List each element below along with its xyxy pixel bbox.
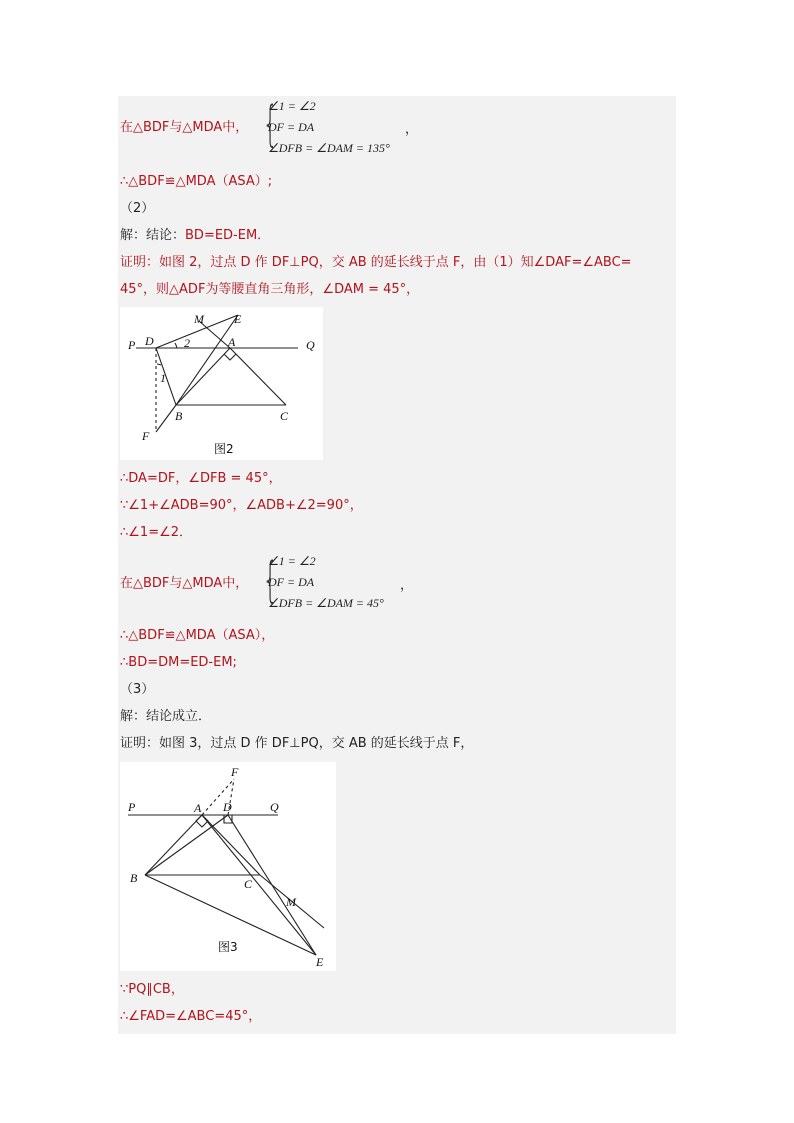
figure-3	[120, 762, 336, 971]
fig3-label-D: D	[223, 800, 232, 814]
equation-system-2: ∠1 = ∠2 DF = DA ∠DFB = ∠DAM = 45°	[268, 554, 384, 610]
fig2-label-M: M	[194, 312, 204, 326]
fig2-label-B: B	[175, 409, 183, 423]
text-line-17: ∴∠FAD=∠ABC=45°，	[120, 1009, 262, 1024]
fig2-label-P: P	[128, 338, 136, 352]
fig3-label-Q: Q	[270, 800, 279, 814]
text-line-4: 解：结论：BD=ED-EM．	[120, 228, 271, 243]
fig2-label-A: A	[228, 335, 236, 349]
equation-system-1: ∠1 = ∠2 DF = DA ∠DFB = ∠DAM = 135°	[268, 99, 390, 155]
fig3-label-A: A	[194, 801, 202, 815]
figure-3-diagram	[120, 762, 336, 971]
system-1-tail: ，	[405, 122, 419, 137]
text-line-2: ∴△BDF≌△MDA（ASA）;	[120, 174, 273, 189]
text-line-8: ∵∠1+∠ADB=90°，∠ADB+∠2=90°，	[120, 498, 363, 513]
brace-1: {	[262, 96, 278, 152]
fig3-caption: 图3	[218, 940, 238, 954]
figure-2	[120, 307, 323, 460]
fig3-label-C: C	[244, 877, 253, 891]
fig2-label-2: 2	[184, 336, 190, 350]
fig2-label-Q: Q	[306, 338, 315, 352]
fig2-label-D: D	[145, 334, 154, 348]
fig2-label-C: C	[280, 409, 289, 423]
text-line-1: 在△BDF与△MDA中，	[120, 120, 249, 135]
text-line-5: 证明：如图 2，过点 D 作 DF⊥PQ，交 AB 的延长线于点 F，由（1）知∠DAF=∠ABC=	[120, 255, 632, 270]
fig3-label-P: P	[128, 800, 136, 814]
text-line-13: （3）	[120, 682, 155, 697]
fig3-label-F: F	[231, 765, 239, 779]
figure-2-diagram	[120, 307, 323, 460]
text-line-12: ∴BD=DM=ED-EM;	[120, 655, 237, 670]
fig2-label-1: 1	[160, 371, 166, 385]
fig3-label-M: M	[286, 895, 296, 909]
fig2-caption: 图2	[214, 442, 234, 456]
fig2-label-E: E	[234, 312, 242, 326]
fig2-label-F: F	[142, 429, 150, 443]
fig3-label-B: B	[130, 871, 138, 885]
fig3-label-E: E	[316, 955, 324, 969]
text-line-16: ∵PQ∥CB，	[120, 982, 184, 997]
text-line-11: ∴△BDF≌△MDA（ASA），	[120, 628, 275, 643]
text-line-6: 45°，则△ADF为等腰直角三角形，∠DAM = 45°，	[120, 282, 420, 297]
text-line-10: 在△BDF与△MDA中，	[120, 576, 249, 591]
text-line-7: ∴DA=DF，∠DFB = 45°，	[120, 471, 282, 486]
text-line-9: ∴∠1=∠2．	[120, 525, 193, 540]
text-line-15: 证明：如图 3，过点 D 作 DF⊥PQ，交 AB 的延长线于点 F，	[120, 736, 474, 751]
text-line-14: 解：结论成立．	[120, 709, 212, 724]
system-2-tail: ，	[400, 578, 414, 593]
brace-2: {	[262, 552, 278, 608]
text-line-3: （2）	[120, 201, 155, 216]
